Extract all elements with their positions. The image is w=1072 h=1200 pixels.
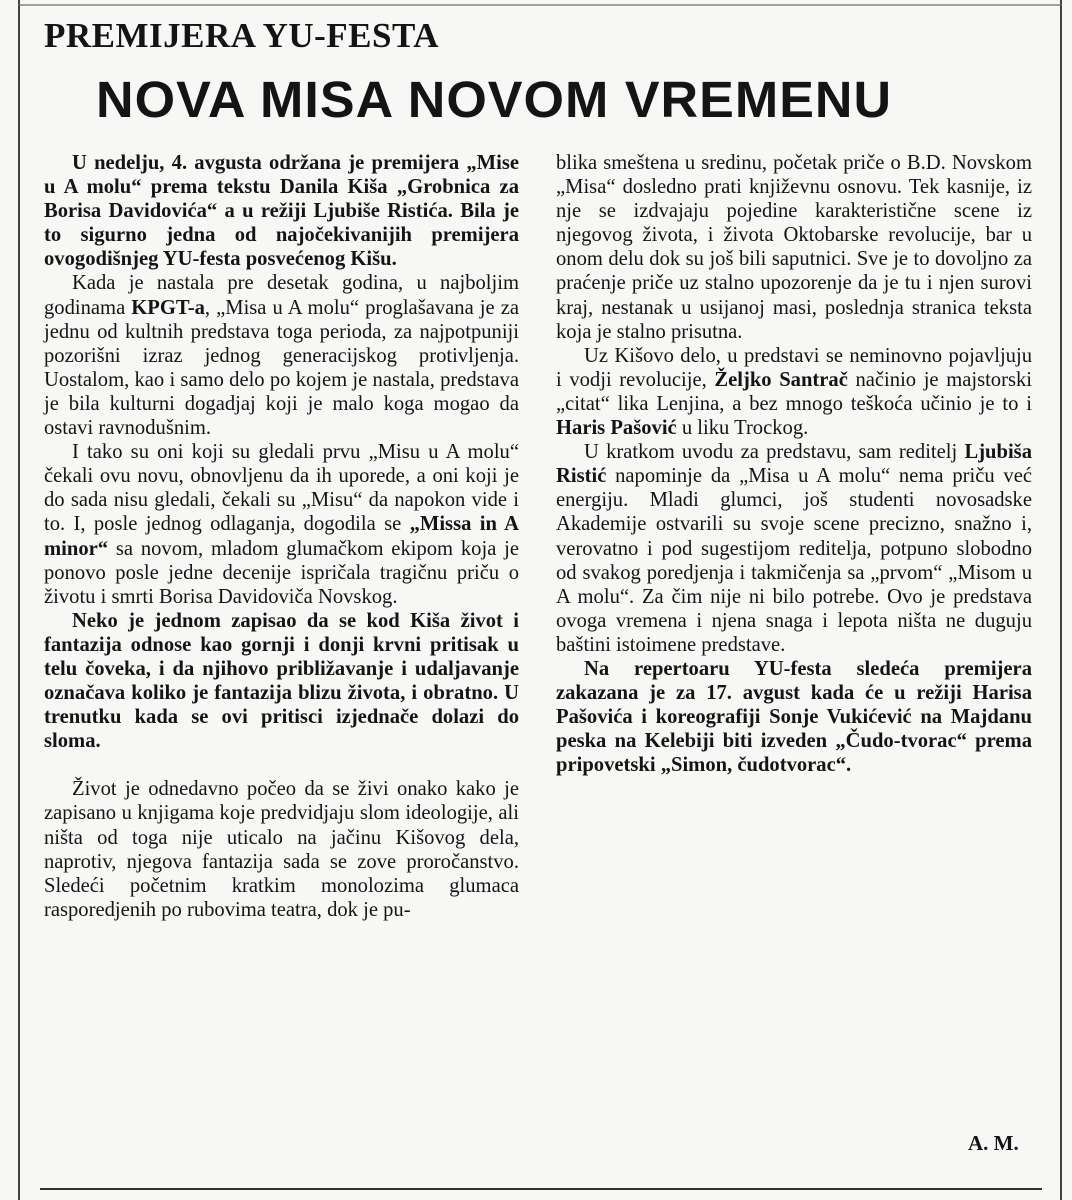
kicker: PREMIJERA YU-FESTA: [44, 16, 439, 55]
text: Kada je nastala pre desetak godina, u najboljim godinama: [44, 272, 519, 319]
article-column-right: [556, 151, 1032, 777]
text: sa novom, mladom glumačkom ekipom koja je ponovo posle jedne decenije ispričala tragičnu priču o životu i smrti Borisa Davidoviča Novskog.: [44, 537, 519, 608]
paragraph: [556, 440, 1032, 657]
text: , „Misa u A molu“ proglašavana je za jednu od kultnih predstava toga perioda, za najpotpuniji pozorišni izraz jednog generacijskog protivljenja. Uostalom, kao i samo delo po kojem je nastala, predstava je bila kulturni dogadjaj koji je malo koga mogao da ostavi ravnodušnim.: [44, 296, 520, 440]
headline: NOVA MISA NOVOM VREMENU: [96, 71, 893, 128]
author-signature: A. M.: [968, 1131, 1019, 1155]
text: U kratkom uvodu za predstavu, sam reditelj: [584, 441, 965, 464]
lead-paragraph: U nedelju, 4. avgusta održana je premijera „Mise u A molu“ prema tekstu Danila Kiša „Grobnica za Borisa Davidovića“ a u režiji Ljubiše Ristića. Bila je to sigurno jedna od najočekivanijih premijera ovogodišnjeg YU-festa posvećenog Kišu.: [44, 152, 519, 271]
clipping-edge-top: [18, 4, 1062, 6]
bold-text: Željko Santrač: [714, 368, 848, 391]
clipping-edge-left: [18, 0, 20, 1200]
bold-text: „Missa in A minor“: [44, 513, 519, 560]
text: I tako su oni koji su gledali prvu „Misu u A molu“ čekali ovu novu, obnovljenu da ih uporede, a oni koji je do sada nisu gledali, čekali su „Misu“ da napokon vide i to. I, posle jednog odlaganja, dogodila se: [44, 441, 519, 536]
bold-text: Ljubiša Ristić: [556, 441, 1032, 488]
paragraph-gap: [44, 753, 519, 777]
paragraph: Život je odnedavno počeo da se živi onako kako je zapisano u knjigama koje predvidjaju slom ideologije, ali ništa od toga nije uticalo na jačinu Kišovog dela, naprotiv, njegova fantazija sada se zove proročanstvo. Sledeći početnim kratkim monolozima glumaca rasporedjenih po rubovima teatra, dok je pu-: [44, 778, 519, 921]
clipping-edge-bottom: [40, 1188, 1042, 1190]
bold-paragraph: Neko je jednom zapisao da se kod Kiša život i fantazija odnose kao gornji i donji krvni pritisak u telu čoveka, i da njihovo približavanje i udaljavanje označava koliko je fantazija blizu života, i obratno. U trenutku kada se ovi pritisci izjednače dolazi do sloma.: [44, 609, 519, 753]
paragraph: [44, 271, 519, 440]
paragraph: [44, 440, 519, 609]
text: napominje da „Misa u A molu“ nema priču već energiju. Mladi glumci, još studenti novosadske Akademije ostvarili su svoje scene precizno, snažno i, verovatno i pod sugestijom reditelja, potpuno slobodno od svakog poredjenja i takmičenja sa „prvom“ „Misom u A molu“. Za čim nije ni bilo potrebe. Ovo je predstava ovoga vremena i njena snaga i lepota ništa ne duguju baštini istoimene predstave.: [556, 465, 1032, 656]
text: Uz Kišovo delo, u predstavi se neminovno pojavljuju i vodji revolucije,: [556, 344, 1032, 391]
bold-paragraph: Na repertoaru YU-festa sledeća premijera zakazana je za 17. avgust kada će u režiji Harisa Pašovića i koreografiji Sonje Vukićević na Majdanu peska na Kelebiji biti izveden „Čudo-tvorac“ prema pripovetski „Simon, čudotvorac“.: [556, 657, 1032, 777]
article-column-left: [44, 151, 519, 922]
paragraph: [556, 344, 1032, 440]
paragraph: blika smeštena u sredinu, početak priče o B.D. Novskom „Misa“ dosledno prati književnu osnovu. Tek kasnije, iz nje se izdvajaju pojedine karakteristične scene iz njegovog života, i života Oktobarske revolucije, bar u onom delu dok su još bili saputnici. Sve je to dovoljno za praćenje priče uz stalno upozorenje da je tu i njen surovi kraj, nestanak u usijanoj masi, poslednja stranica teksta koja je stalno prisutna.: [556, 152, 1032, 343]
bold-text: KPGT-a: [131, 296, 205, 319]
text: načinio je majstorski „citat“ lika Lenjina, a bez mnogo teškoća učinio je to i: [556, 368, 1032, 415]
clipping-edge-right: [1060, 0, 1062, 1200]
bold-text: Haris Pašović: [556, 417, 677, 440]
text: u liku Trockog.: [676, 417, 809, 440]
